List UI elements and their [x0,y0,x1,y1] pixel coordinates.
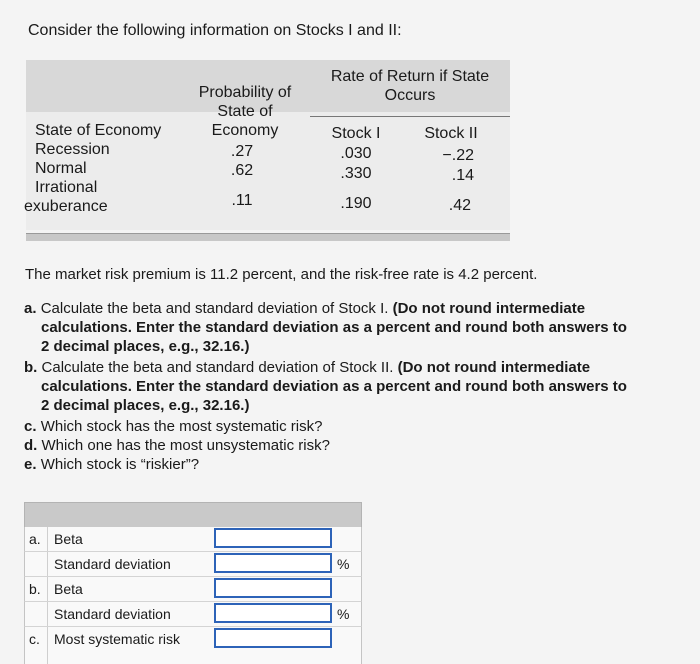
question-a [24,299,689,356]
question-label: d. [24,437,38,454]
question-instruction: (Do not round intermediate [397,359,591,376]
header-stock-i: Stock I [331,125,381,142]
header-stock-ii: Stock II [424,125,478,142]
row-prob-recession: .27 [230,143,254,160]
answer-group-label: c. [29,631,40,647]
row-state-recession: Recession [35,141,110,158]
answer-row-a-beta [24,527,362,552]
question-c [24,417,322,436]
row-state-exuberance: exuberance [24,198,108,215]
intro-text: Consider the following information on Stocks I and II: [28,22,402,39]
answer-label: Standard deviation [54,556,171,572]
row-stock1-normal: .330 [340,165,372,182]
question-label: e. [24,456,37,473]
header-line: Occurs [384,87,436,104]
answer-label: Standard deviation [54,606,171,622]
question-text: Calculate the beta and standard deviation of Stock I. [40,300,393,317]
answer-row-c-systematic [24,627,362,664]
question-text: Which one has the most unsystematic risk? [41,437,330,454]
question-b [24,358,689,415]
header-line: Rate of Return if State [330,68,490,85]
row-prob-irrational: .11 [231,192,253,209]
header-line: Economy [211,122,279,139]
beta-stock-ii-input[interactable] [214,578,332,598]
question-label: b. [24,359,38,376]
question-text: Which stock has the most systematic risk? [40,418,323,435]
row-stock1-recession: .030 [340,145,372,162]
question-label: a. [24,300,37,317]
question-instruction: (Do not round intermediate [392,300,586,317]
header-line: Probability of [198,84,292,101]
std-dev-stock-i-input[interactable] [214,553,332,573]
question-instruction: calculations. Enter the standard deviation as a percent and round both answers to [41,319,627,336]
row-prob-normal: .62 [230,162,254,179]
answer-group-label: a. [29,531,41,547]
percent-label: % [337,556,350,572]
answer-label: Most systematic risk [54,631,181,647]
table-bottom-bar [26,233,510,241]
question-instruction: calculations. Enter the standard deviation as a percent and round both answers to [41,378,627,395]
most-systematic-risk-input[interactable] [214,628,332,648]
percent-label: % [337,606,350,622]
answer-row-a-std [24,552,362,577]
row-state-irrational: Irrational [35,179,98,196]
std-dev-stock-ii-input[interactable] [214,603,332,623]
answer-label: Beta [54,581,83,597]
row-stock1-irrational: .190 [340,195,372,212]
header-rate-of-return [318,67,502,105]
question-text: Which stock is “riskier”? [40,456,200,473]
premise-text: The market risk premium is 11.2 percent, and the risk-free rate is 4.2 percent. [25,266,538,283]
answer-row-b-std [24,602,362,627]
answer-group-label: b. [29,581,41,597]
row-stock2-irrational: .42 [448,197,471,214]
answer-row-b-beta [24,577,362,602]
question-text: Calculate the beta and standard deviation of Stock II. [41,359,398,376]
question-d [24,436,330,455]
question-e [24,455,199,474]
answer-table-header [24,502,362,529]
header-rule [310,116,510,117]
question-instruction: 2 decimal places, e.g., 32.16.) [41,338,250,355]
header-state-of-economy: State of Economy [35,122,162,139]
question-label: c. [24,418,37,435]
row-state-normal: Normal [35,160,87,177]
answer-label: Beta [54,531,83,547]
header-line: State of [217,103,273,120]
row-stock2-recession: −.22 [442,147,474,164]
row-stock2-normal: .14 [451,167,474,184]
header-probability [180,83,310,140]
question-instruction: 2 decimal places, e.g., 32.16.) [41,397,250,414]
beta-stock-i-input[interactable] [214,528,332,548]
